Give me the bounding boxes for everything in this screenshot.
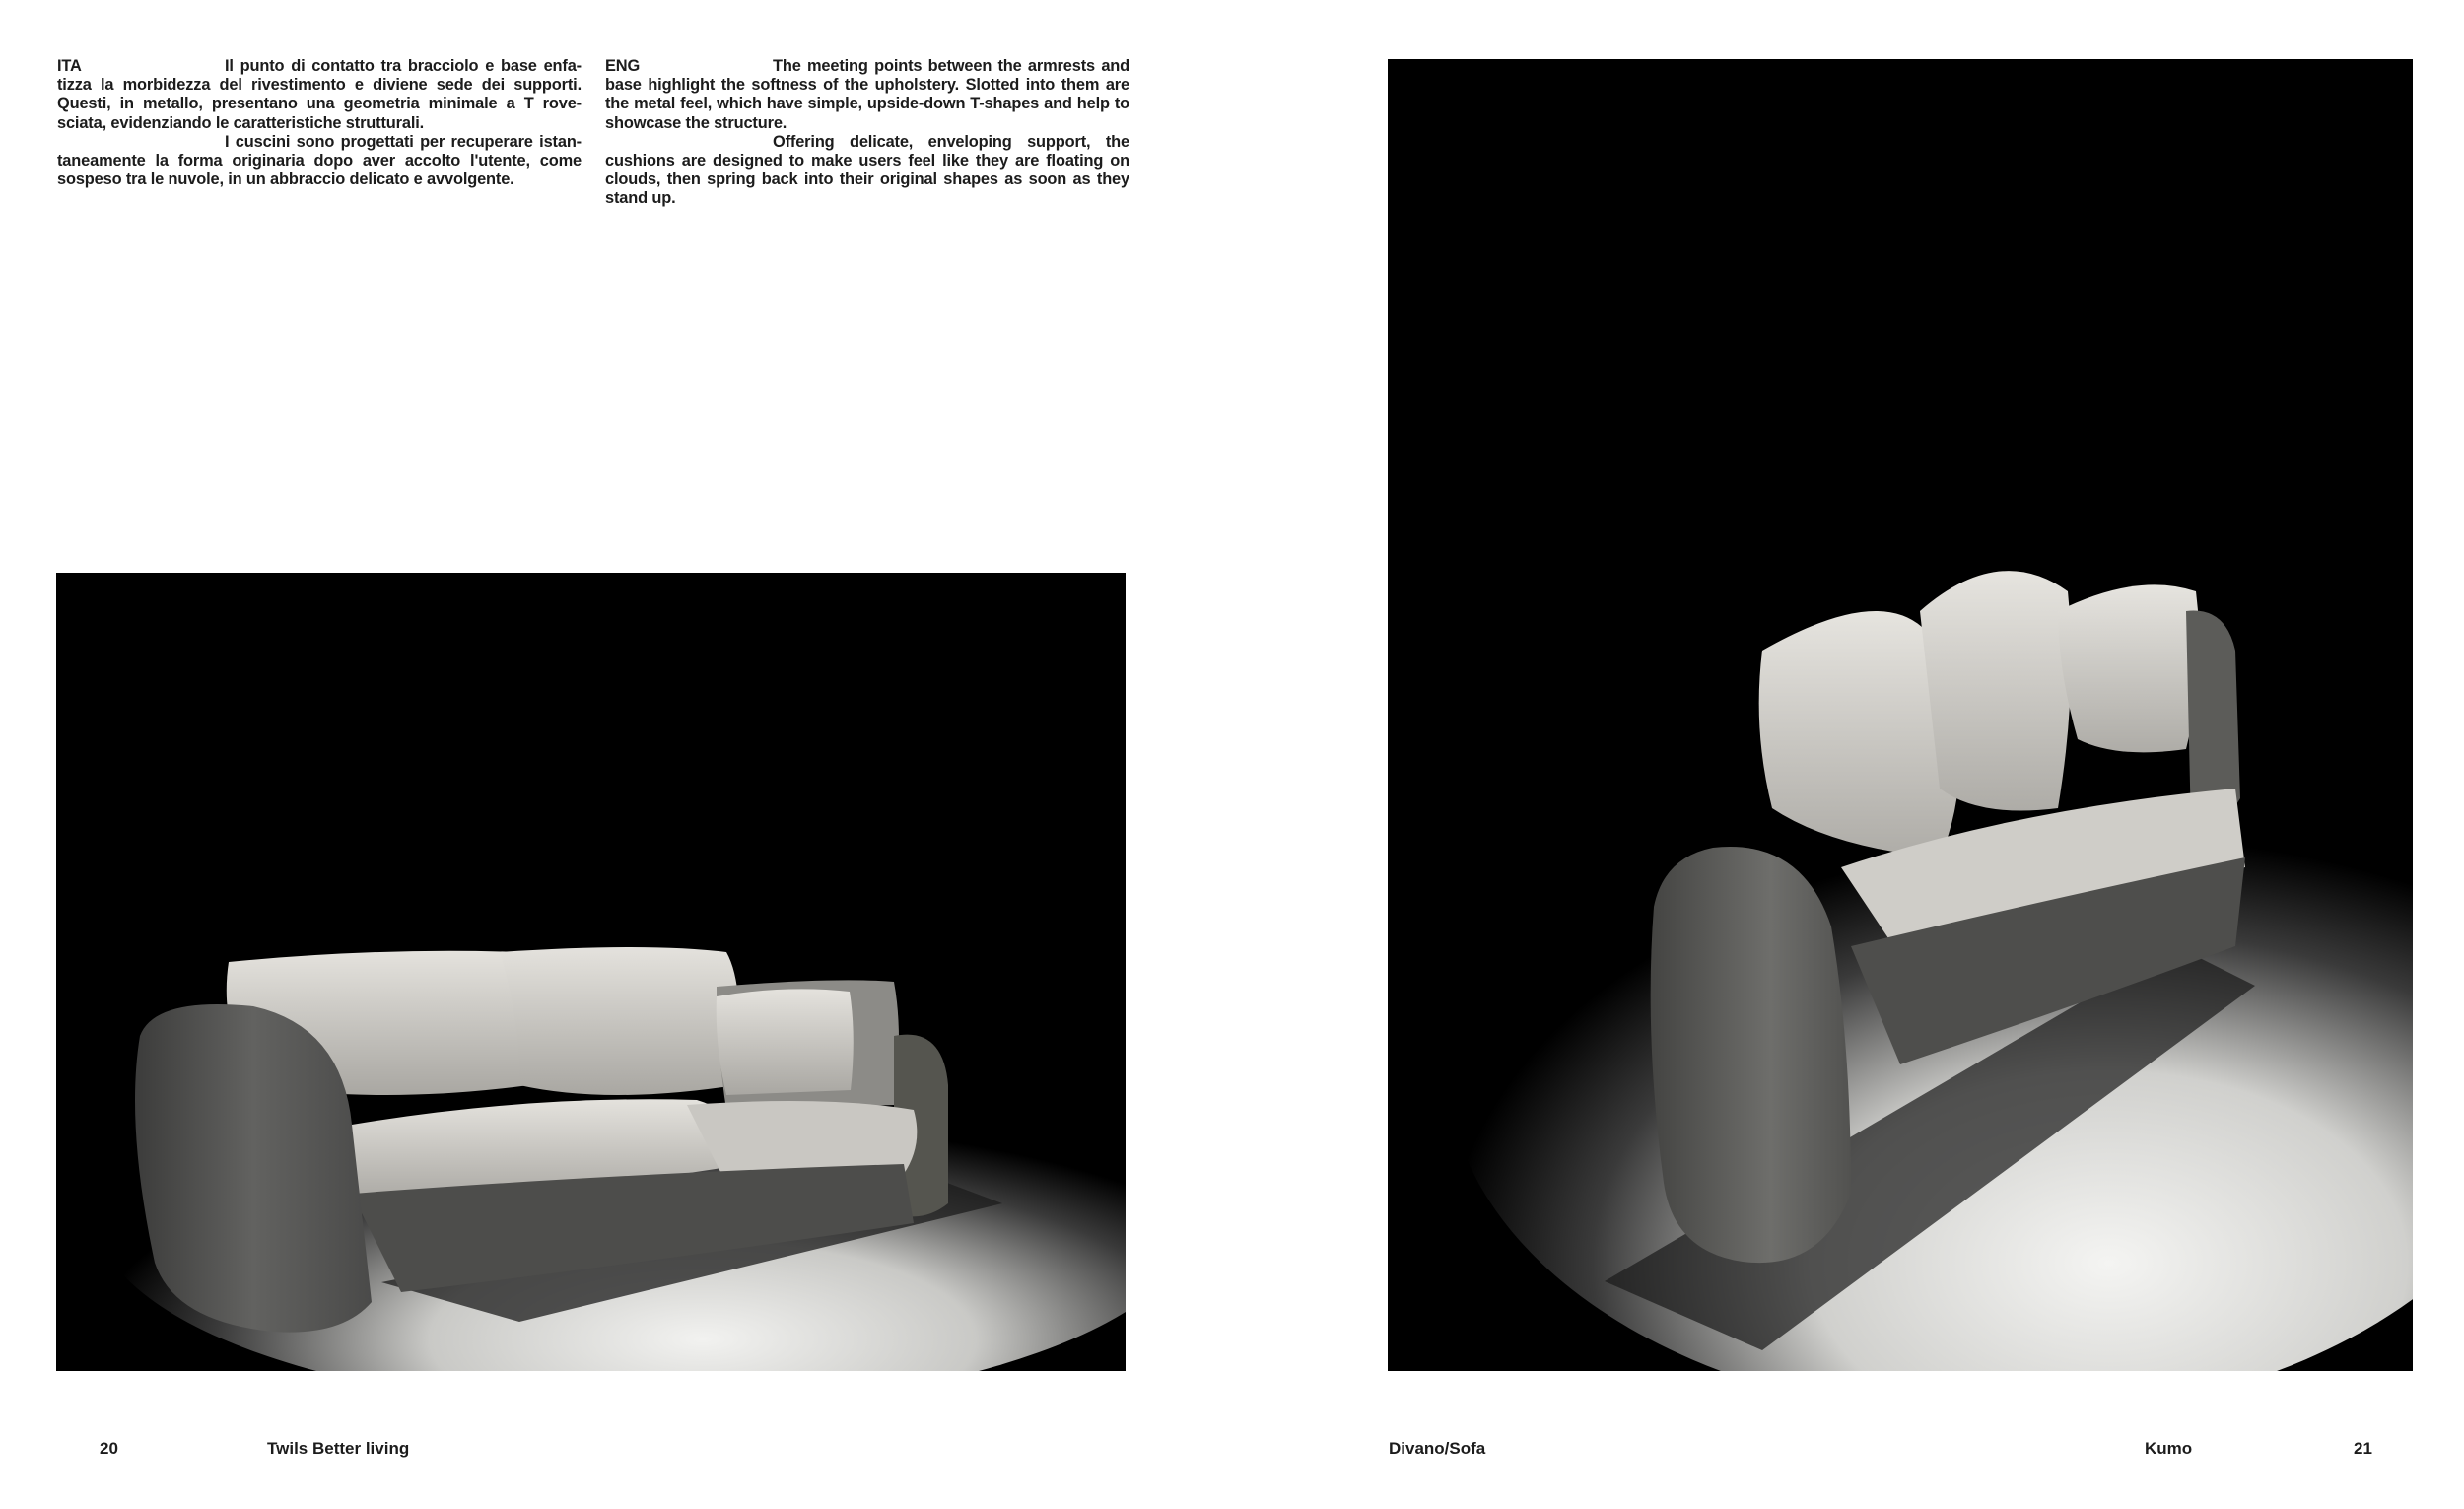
italian-paragraph-1 (57, 57, 582, 133)
italian-paragraph-2-rest: taneamente la forma originaria dopo aver accolto l'utente, come sospeso tra le nuvole, in un abbraccio delicato e avvolgente. (57, 152, 582, 189)
italian-paragraph-1-rest: tizza la morbidezza del rivestimento e diviene sede dei supporti. Questi, in metallo, presentano una geometria minimale a T rove-sciata, evidenziando le caratteristiche strutturali. (57, 76, 582, 132)
page-number-right: 21 (2354, 1439, 2372, 1458)
english-paragraph-1-rest: and base highlight the softness of the upholstery. Slotted into them are the metal feel, which have simple, upside-down T-shapes and help to showcase the structure. (605, 57, 1130, 132)
footer-brand: Twils Better living (267, 1439, 410, 1458)
italian-paragraph-2-lead: I cuscini sono progettati per recuperare istan- (225, 132, 582, 151)
english-lang-label: ENG (605, 57, 641, 75)
english-paragraph-1 (605, 57, 1129, 133)
sofa-photo-left (56, 573, 1126, 1371)
english-paragraph-1-lead: The meeting points between the armrests (773, 57, 1095, 75)
italian-text-column (57, 57, 582, 189)
page-number-left: 20 (100, 1439, 118, 1458)
sofa-illustration-side (1388, 59, 2413, 1371)
sofa-illustration-front (56, 573, 1126, 1371)
english-text-column (605, 57, 1129, 209)
footer-category: Divano/Sofa (1389, 1439, 1486, 1458)
italian-paragraph-2 (57, 133, 582, 190)
english-paragraph-2-rest: cushions are designed to make users feel like they are floating on clouds, then spring back into their original shapes as soon as they stand up. (605, 152, 1129, 208)
english-paragraph-2-lead: Offering delicate, enveloping support, the (773, 132, 1129, 151)
italian-paragraph-1-lead: Il punto di contatto tra bracciolo e base enfa- (225, 57, 582, 75)
footer-product-name: Kumo (2145, 1439, 2193, 1458)
sofa-photo-right (1388, 59, 2413, 1371)
italian-lang-label: ITA (57, 57, 82, 75)
english-paragraph-2 (605, 133, 1129, 209)
